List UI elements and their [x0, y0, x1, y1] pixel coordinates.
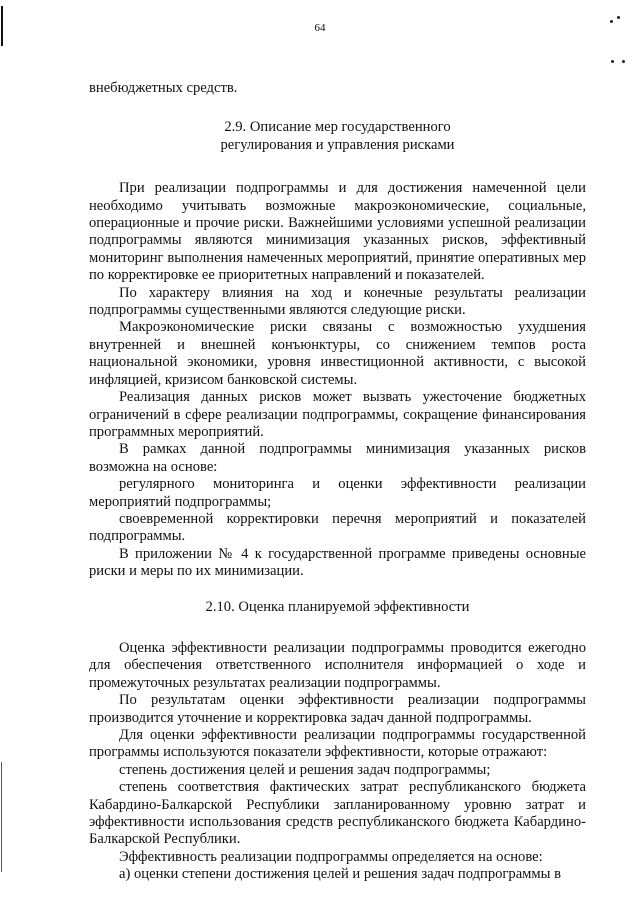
paragraph: Реализация данных рисков может вызвать ужесточение бюджетных ограничений в сфере реализации подпрограммы, сокращение финансирования программных мероприятий.: [89, 389, 586, 440]
paragraph: В рамках данной подпрограммы минимизация указанных рисков возможна на основе:: [89, 441, 586, 475]
paragraph: Эффективность реализации подпрограммы определяется на основе:: [119, 848, 543, 865]
list-item: степень достижения целей и решения задач подпрограммы;: [119, 761, 491, 778]
list-item: своевременной корректировки перечня мероприятий и показателей подпрограммы.: [89, 510, 586, 545]
list-item: степень соответствия фактических затрат республиканского бюджета Кабардино-Балкарской Республики запланированному уровню затрат и эффективности использования средств республиканского бюджета Кабардино-Балкарской Республики.: [89, 779, 586, 848]
intro-line: внебюджетных средств.: [89, 80, 238, 96]
section-title-line: регулирования и управления рисками: [220, 136, 455, 153]
list-item: регулярного мониторинга и оценки эффективности реализации мероприятий подпрограммы;: [89, 476, 586, 510]
paragraph: Для оценки эффективности реализации подпрограммы государственной программы используются показатели эффективности, которые отражают:: [89, 727, 586, 761]
paragraph: Оценка эффективности реализации подпрограммы проводится ежегодно для обеспечения ответственного исполнителя информацией о ходе и промежуточных результатах реализации подпрограммы.: [89, 639, 586, 691]
paragraph: При реализации подпрограммы и для достижения намеченной цели необходимо учитывать возможные макроэкономические, социальные, операционные и прочие риски. Важнейшими условиями успешной реализации подпрограммы являются минимизация указанных рисков, эффективный мониторинг выполнения намеченных мероприятий, принятие оперативных мер по корректировке ее приоритетных направлений и показателей.: [89, 180, 586, 284]
scan-speck: [622, 60, 625, 63]
section-heading: [89, 599, 586, 616]
scan-speck: [611, 60, 614, 63]
scan-edge-mark: [1, 762, 2, 872]
page-number: 64: [314, 22, 326, 34]
scan-speck: [617, 16, 620, 19]
paragraph: По результатам оценки эффективности реализации подпрограммы производится уточнение и корректировка задач данной подпрограммы.: [89, 692, 586, 726]
paragraph: В приложении № 4 к государственной программе приведены основные риски и меры по их минимизации.: [89, 545, 586, 580]
document-body: [89, 80, 586, 884]
section-heading: [89, 119, 586, 154]
paragraph: Макроэкономические риски связаны с возможностью ухудшения внутренней и внешней конъюнктуры, со снижением темпов роста национальной экономики, уровня инвестиционной активности, с высокой инфляцией, кризисом банковской системы.: [89, 319, 586, 388]
section-title-line: 2.10. Оценка планируемой эффективности: [205, 598, 470, 615]
section-title-line: 2.9. Описание мер государственного: [224, 119, 451, 136]
paragraph: По характеру влияния на ход и конечные результаты реализации подпрограммы существенными являются следующие риски.: [89, 284, 586, 319]
list-item: а) оценки степени достижения целей и решения задач подпрограммы в: [119, 866, 561, 883]
